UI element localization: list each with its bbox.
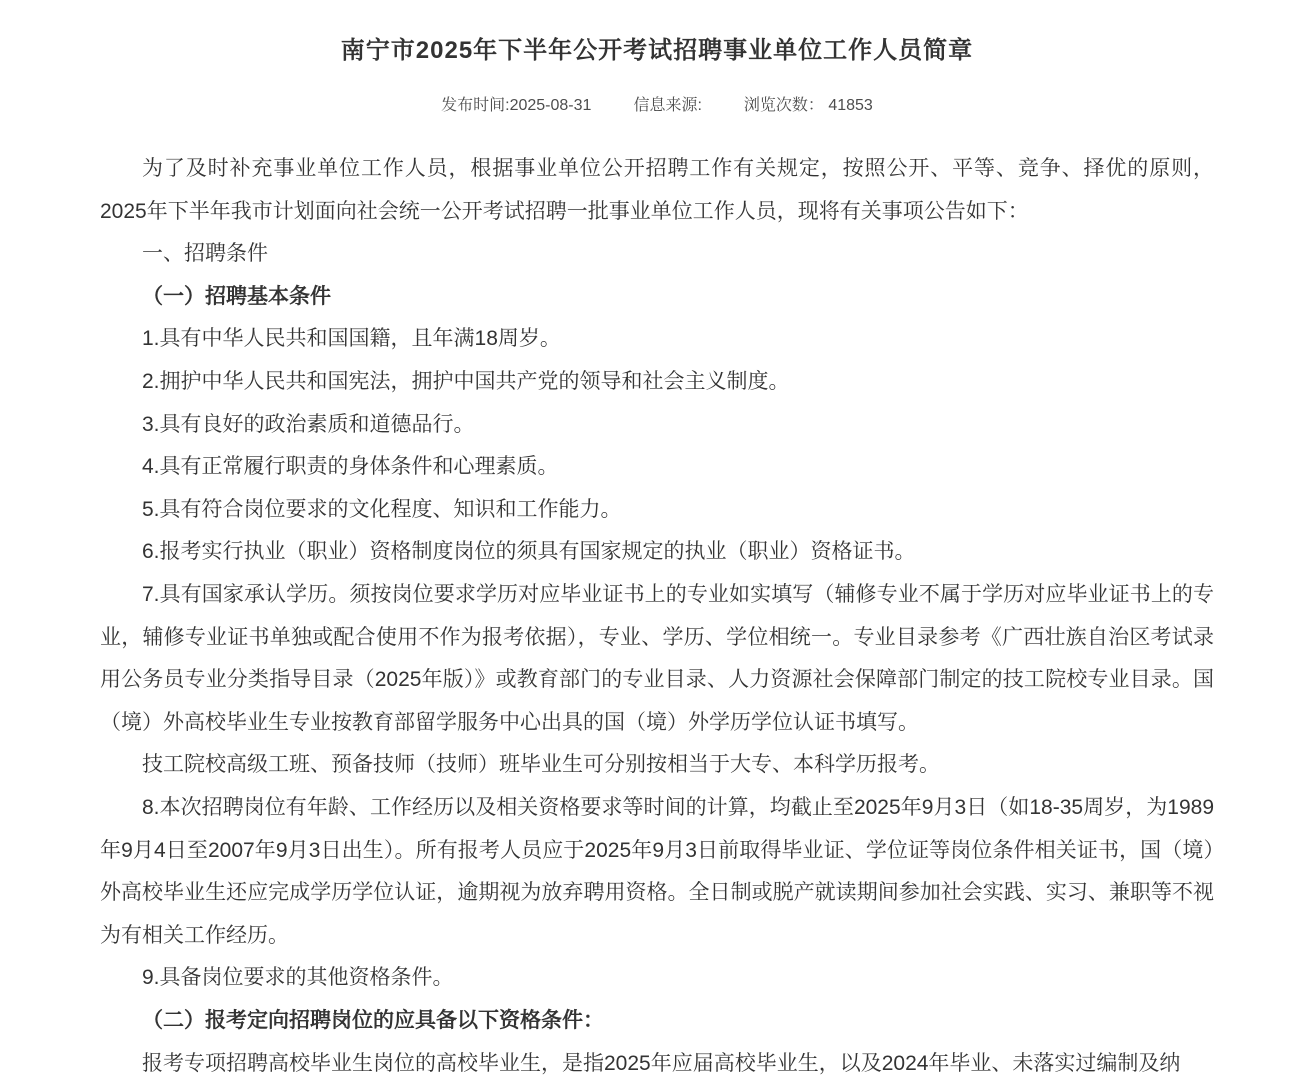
condition-item-9: 9.具备岗位要求的其他资格条件。 bbox=[142, 966, 454, 990]
condition-item-4: 4.具有正常履行职责的身体条件和心理素质。 bbox=[142, 455, 559, 479]
condition-item-6: 6.报考实行执业（职业）资格制度岗位的须具有国家规定的执业（职业）资格证书。 bbox=[142, 540, 916, 564]
condition-item-5: 5.具有符合岗位要求的文化程度、知识和工作能力。 bbox=[142, 497, 622, 521]
condition-item-7: 7.具有国家承认学历。须按岗位要求学历对应毕业证书上的专业如实填写（辅修专业不属于学历对应毕业证书上的专业，辅修专业证书单独或配合使用不作为报考依据），专业、学历、学位相统一。专业目录参考《广西壮族自治区考试录用公务员专业分类指导目录（2025年版）》或教育部门的专业目录、人力资源社会保障部门制定的技工院校专业目录。国（境）外高校毕业生专业按教育部留学服务中心出具的国（境）外学历学位认证书填写。 bbox=[100, 583, 1214, 734]
publish-date: 发布时间:2025-08-31 bbox=[441, 97, 592, 115]
info-source: 信息来源: bbox=[633, 97, 702, 115]
subsection-heading-1-1: （一）招聘基本条件 bbox=[142, 284, 331, 308]
article-meta bbox=[0, 92, 1314, 115]
condition-item-2: 2.拥护中华人民共和国宪法，拥护中国共产党的领导和社会主义制度。 bbox=[142, 370, 790, 394]
intro-paragraph: 为了及时补充事业单位工作人员，根据事业单位公开招聘工作有关规定，按照公开、平等、竞争、择优的原则，2025年下半年我市计划面向社会统一公开考试招聘一批事业单位工作人员，现将有关事项公告如下： bbox=[100, 157, 1214, 223]
targeted-recruitment-paragraph: 报考专项招聘高校毕业生岗位的高校毕业生，是指2025年应届高校毕业生，以及2024年毕业、未落实过编制及纳 bbox=[142, 1051, 1181, 1075]
subsection-heading-1-2: （二）报考定向招聘岗位的应具备以下资格条件： bbox=[142, 1008, 604, 1032]
view-count: 浏览次数： 41853 bbox=[743, 97, 873, 115]
condition-item-7-note: 技工院校高级工班、预备技师（技师）班毕业生可分别按相当于大专、本科学历报考。 bbox=[142, 753, 940, 777]
condition-item-8: 8.本次招聘岗位有年龄、工作经历以及相关资格要求等时间的计算，均截止至2025年9月3日（如18-35周岁，为1989年9月4日至2007年9月3日出生）。所有报考人员应于2025年9月3日前取得毕业证、学位证等岗位条件相关证书，国（境）外高校毕业生还应完成学历学位认证，逾期视为放弃聘用资格。全日制或脱产就读期间参加社会实践、实习、兼职等不视为有相关工作经历。 bbox=[100, 795, 1214, 947]
article-body bbox=[100, 148, 1214, 1085]
condition-item-1: 1.具有中华人民共和国国籍，且年满18周岁。 bbox=[142, 327, 561, 351]
section-heading-1: 一、招聘条件 bbox=[142, 242, 268, 266]
condition-item-3: 3.具有良好的政治素质和道德品行。 bbox=[142, 412, 475, 436]
page-title: 南宁市2025年下半年公开考试招聘事业单位工作人员简章 bbox=[340, 37, 974, 65]
announcement-page bbox=[0, 16, 1314, 1075]
